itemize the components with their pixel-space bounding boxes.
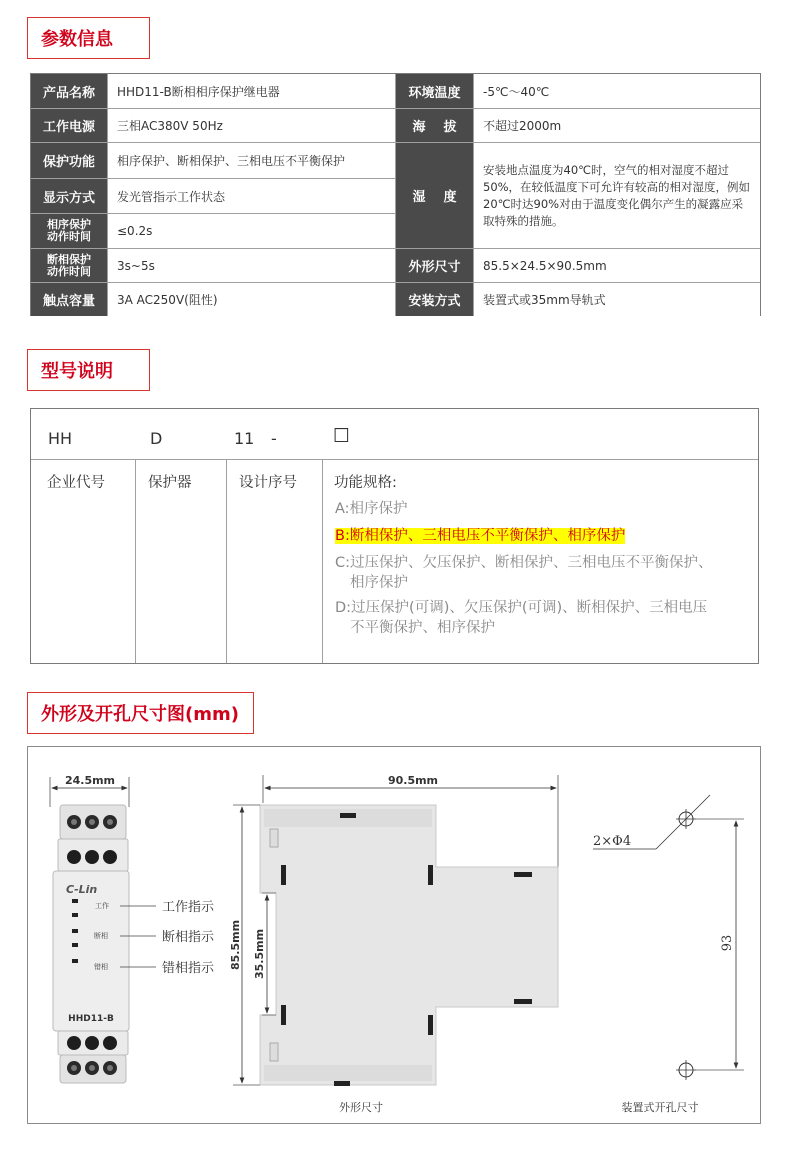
- side-view-caption: 外形尺寸: [339, 1101, 383, 1114]
- spec-value-phase-loss-time: 3s~5s: [108, 249, 396, 283]
- hole-distance-label: 93: [720, 934, 735, 952]
- spec-label-line: 动作时间: [47, 264, 91, 278]
- model-code-design: 11: [234, 429, 255, 448]
- spec-label-line: 动作时间: [47, 230, 91, 243]
- model-code-dash: -: [271, 429, 277, 448]
- model-table: [30, 408, 759, 664]
- spec-value-temperature: -5℃～40℃: [474, 74, 760, 109]
- spec-value-humidity: 安装地点温度为40℃时，空气的相对湿度不超过50%，在较低温度下可允许有较高的相对湿度，例如20℃时达90%对由于温度变化偶尔产生的凝露应采取特殊的措施。: [474, 143, 760, 249]
- spec-value-mounting: 装置式或35mm导轨式: [474, 283, 760, 316]
- dims-section-title: 外形及开孔尺寸图(mm): [27, 692, 254, 734]
- front-width-label: 24.5mm: [64, 774, 116, 787]
- option-text-highlighted: B:断相保护、三相电压不平衡保护、相序保护: [335, 528, 626, 544]
- dimension-drawing-svg: [28, 747, 762, 1125]
- model-option-b: [335, 526, 625, 546]
- model-option-d: [335, 598, 707, 638]
- spec-value-protection: 相序保护、断相保护、三相电压不平衡保护: [108, 143, 396, 179]
- spec-label-phase-loss-time: [31, 249, 108, 283]
- option-text: C:过压保护、欠压保护、断相保护、三相电压不平衡保护、: [335, 555, 713, 571]
- spec-label-altitude: 海 拔: [396, 109, 474, 143]
- led-label-work: 工作: [95, 902, 109, 910]
- spec-label-dimensions: 外形尺寸: [396, 249, 474, 283]
- spec-table: [30, 73, 761, 316]
- model-code-checkbox: ☐: [333, 425, 351, 447]
- params-section-title: 参数信息: [27, 17, 150, 59]
- led-label-phase-loss: 断相: [94, 932, 108, 940]
- spec-value-power: 三相AC380V 50Hz: [108, 109, 396, 143]
- model-code-protector: D: [150, 429, 163, 448]
- brand-logo: C-Lin: [66, 883, 98, 896]
- hole-caption: 装置式开孔尺寸: [621, 1101, 699, 1114]
- hole-spec-label: 2×Φ4: [593, 834, 632, 849]
- side-view: [229, 774, 558, 1114]
- height-outer-label: 85.5mm: [229, 919, 242, 971]
- model-head-function: 功能规格:: [334, 475, 397, 491]
- spec-label-mounting: 安装方式: [396, 283, 474, 316]
- callout-work: 工作指示: [162, 900, 215, 915]
- model-code-company: HH: [48, 429, 73, 448]
- model-divider: [31, 459, 758, 460]
- model-col-divider: [322, 459, 323, 663]
- spec-value-display: 发光管指示工作状态: [108, 179, 396, 214]
- hole-pattern: [593, 795, 744, 1114]
- spec-label-display: 显示方式: [31, 179, 108, 214]
- spec-label-protection: 保护功能: [31, 143, 108, 179]
- height-inner-label: 35.5mm: [253, 928, 266, 980]
- side-width-label: 90.5mm: [387, 774, 439, 787]
- model-section-title: 型号说明: [27, 349, 150, 391]
- model-head-design: 设计序号: [239, 475, 297, 491]
- option-text: 不平衡保护、相序保护: [350, 620, 495, 636]
- spec-value-dimensions: 85.5×24.5×90.5mm: [474, 249, 760, 283]
- model-col-divider: [226, 459, 227, 663]
- model-option-c: [335, 553, 713, 593]
- spec-label-phase-seq-time: [31, 214, 108, 249]
- model-option-a: [335, 499, 408, 519]
- callout-phase-error: 错相指示: [162, 961, 215, 976]
- device-model-label: HHD11-B: [68, 1014, 114, 1024]
- callout-phase-loss: 断相指示: [162, 930, 215, 945]
- spec-label-power: 工作电源: [31, 109, 108, 143]
- dimension-drawing: [27, 746, 761, 1124]
- spec-label-contact: 触点容量: [31, 283, 108, 316]
- spec-label-humidity: 湿 度: [396, 143, 474, 249]
- spec-value-product-name: HHD11-B断相相序保护继电器: [108, 74, 396, 109]
- option-text: 相序保护: [350, 575, 408, 591]
- model-head-protector: 保护器: [148, 475, 192, 491]
- option-text: D:过压保护(可调)、欠压保护(可调)、断相保护、三相电压: [335, 600, 708, 616]
- spec-label-line: 断相保护: [47, 252, 91, 266]
- spec-value-altitude: 不超过2000m: [474, 109, 760, 143]
- spec-value-phase-seq-time: ≤0.2s: [108, 214, 396, 249]
- spec-label-line: 相序保护: [47, 218, 91, 231]
- model-col-divider: [135, 459, 136, 663]
- option-text: A:相序保护: [335, 501, 408, 517]
- led-label-phase-error: 错相: [94, 963, 108, 971]
- spec-value-contact: 3A AC250V(阻性): [108, 283, 396, 316]
- spec-label-product-name: 产品名称: [31, 74, 108, 109]
- spec-label-temperature: 环境温度: [396, 74, 474, 109]
- front-view: [50, 774, 215, 1083]
- model-head-company: 企业代号: [47, 475, 105, 491]
